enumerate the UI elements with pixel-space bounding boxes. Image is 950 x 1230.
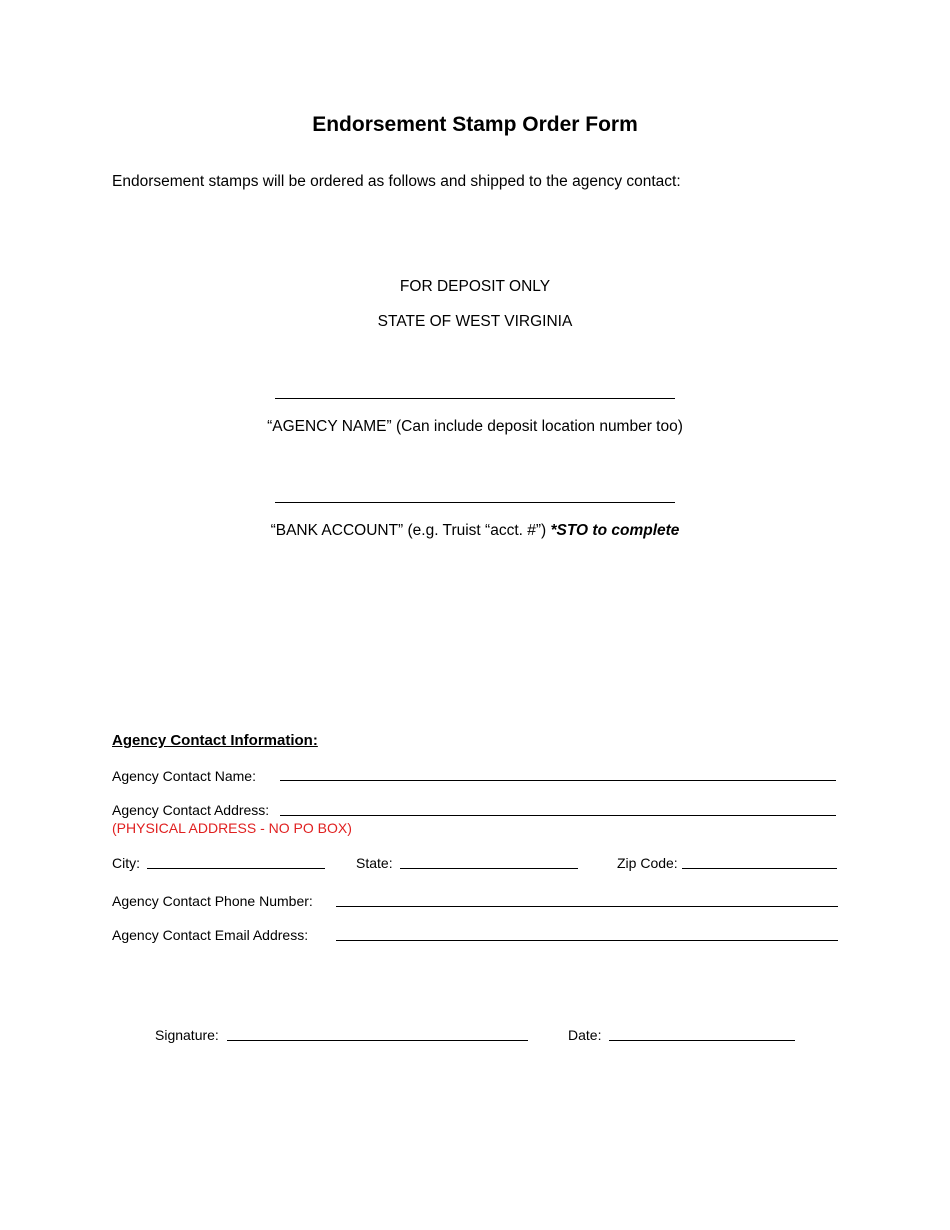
sto-note: *STO to complete [550, 522, 680, 539]
zip-field[interactable] [682, 868, 837, 869]
date-label: Date: [568, 1027, 602, 1043]
intro-text: Endorsement stamps will be ordered as follows and shipped to the agency contact: [112, 173, 681, 190]
signature-field[interactable] [227, 1040, 528, 1041]
city-label: City: [112, 855, 140, 871]
zip-label: Zip Code: [617, 855, 678, 871]
page-title: Endorsement Stamp Order Form [312, 113, 638, 136]
city-field[interactable] [147, 868, 325, 869]
email-field[interactable] [336, 940, 838, 941]
contact-address-label: Agency Contact Address: [112, 802, 270, 818]
contact-name-label: Agency Contact Name: [112, 768, 256, 784]
bank-account-caption [0, 522, 950, 540]
stamp-line-state: STATE OF WEST VIRGINIA [377, 313, 573, 330]
phone-field[interactable] [336, 906, 838, 907]
bank-account-caption-text: “BANK ACCOUNT” (e.g. Truist “acct. #”) [270, 522, 551, 539]
bank-account-field[interactable] [275, 502, 675, 503]
state-label: State: [356, 855, 393, 871]
state-field[interactable] [400, 868, 578, 869]
agency-name-caption: “AGENCY NAME” (Can include deposit location number too) [267, 418, 683, 435]
phone-label: Agency Contact Phone Number: [112, 893, 313, 909]
section-title-contact: Agency Contact Information: [112, 732, 318, 749]
address-note: (PHYSICAL ADDRESS - NO PO BOX) [112, 820, 352, 836]
contact-name-field[interactable] [280, 780, 836, 781]
contact-address-field[interactable] [280, 815, 836, 816]
email-label: Agency Contact Email Address: [112, 927, 309, 943]
signature-label: Signature: [155, 1027, 219, 1043]
date-field[interactable] [609, 1040, 795, 1041]
agency-name-field[interactable] [275, 398, 675, 399]
stamp-line-deposit-only: FOR DEPOSIT ONLY [399, 278, 551, 295]
